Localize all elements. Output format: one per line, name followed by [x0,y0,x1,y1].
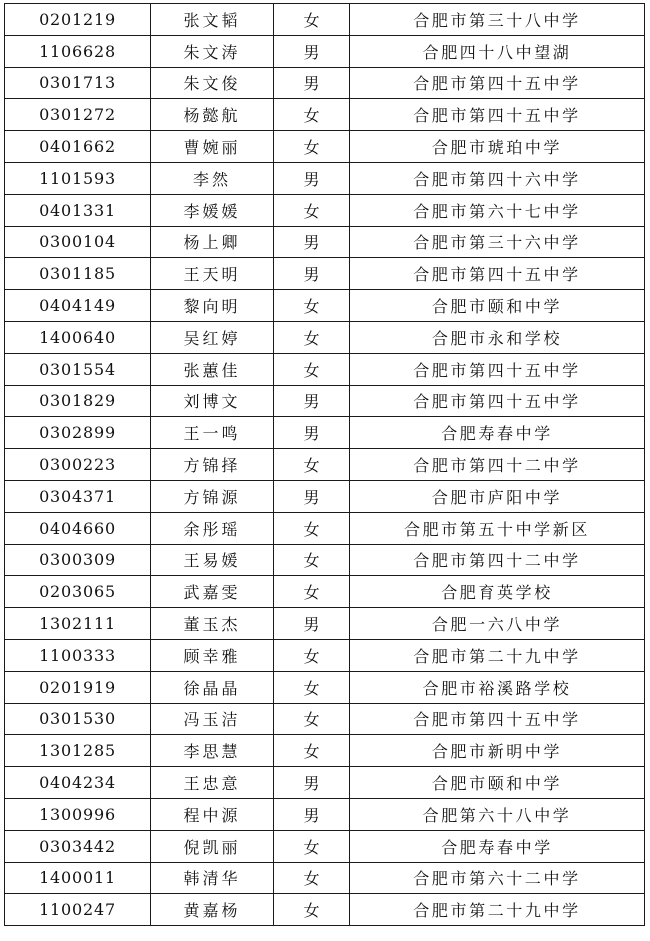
student-school-cell: 合肥市第四十五中学 [350,99,645,131]
student-school-cell: 合肥一六八中学 [350,608,645,640]
student-id-cell: 1400011 [5,862,151,894]
student-name-cell: 冯玉洁 [151,703,274,735]
student-gender-cell: 男 [274,258,350,290]
student-gender-cell: 女 [274,194,350,226]
student-id-cell: 1400640 [5,321,151,353]
student-gender-cell: 女 [274,639,350,671]
student-gender-cell: 男 [274,385,350,417]
student-school-cell: 合肥市第三十六中学 [350,226,645,258]
table-row [5,4,645,36]
student-name-cell: 黎向明 [151,290,274,322]
student-id-cell: 0301185 [5,258,151,290]
table-row [5,449,645,481]
table-row [5,480,645,512]
table-row [5,290,645,322]
student-id-cell: 0301530 [5,703,151,735]
student-school-cell: 合肥第六十八中学 [350,798,645,830]
student-school-cell: 合肥市第六十二中学 [350,862,645,894]
table-row [5,608,645,640]
student-name-cell: 王一鸣 [151,417,274,449]
student-id-cell: 0203065 [5,576,151,608]
student-gender-cell: 女 [274,512,350,544]
student-school-cell: 合肥市颐和中学 [350,767,645,799]
table-row [5,99,645,131]
student-gender-cell: 男 [274,35,350,67]
student-id-cell: 0401331 [5,194,151,226]
student-id-cell: 0301554 [5,353,151,385]
table-row [5,544,645,576]
student-school-cell: 合肥市第二十九中学 [350,894,645,926]
student-name-cell: 王易媛 [151,544,274,576]
student-id-cell: 1100247 [5,894,151,926]
table-row [5,512,645,544]
student-id-cell: 0404234 [5,767,151,799]
table-row [5,703,645,735]
table-row [5,798,645,830]
table-row [5,353,645,385]
student-school-cell: 合肥寿春中学 [350,830,645,862]
student-name-cell: 黄嘉杨 [151,894,274,926]
student-id-cell: 1100333 [5,639,151,671]
student-id-cell: 0301829 [5,385,151,417]
student-school-cell: 合肥市第三十八中学 [350,4,645,36]
student-school-cell: 合肥市永和学校 [350,321,645,353]
student-id-cell: 0300223 [5,449,151,481]
student-gender-cell: 男 [274,767,350,799]
student-id-cell: 0303442 [5,830,151,862]
student-school-cell: 合肥四十八中望湖 [350,35,645,67]
student-name-cell: 刘博文 [151,385,274,417]
student-school-cell: 合肥市琥珀中学 [350,131,645,163]
table-row [5,417,645,449]
student-name-cell: 王忠意 [151,767,274,799]
student-name-cell: 李思慧 [151,735,274,767]
student-id-cell: 0302899 [5,417,151,449]
student-name-cell: 顾幸雅 [151,639,274,671]
student-name-cell: 杨上卿 [151,226,274,258]
student-gender-cell: 女 [274,99,350,131]
student-school-cell: 合肥市第四十二中学 [350,449,645,481]
student-gender-cell: 男 [274,798,350,830]
student-gender-cell: 女 [274,576,350,608]
student-school-cell: 合肥市庐阳中学 [350,480,645,512]
student-gender-cell: 女 [274,131,350,163]
student-id-cell: 0404660 [5,512,151,544]
student-id-cell: 1101593 [5,162,151,194]
student-id-cell: 0301272 [5,99,151,131]
table-row [5,131,645,163]
student-school-cell: 合肥市裕溪路学校 [350,671,645,703]
student-school-cell: 合肥市颐和中学 [350,290,645,322]
student-school-cell: 合肥市第四十五中学 [350,385,645,417]
student-gender-cell: 女 [274,894,350,926]
table-row [5,830,645,862]
student-name-cell: 倪凯丽 [151,830,274,862]
table-row [5,226,645,258]
student-gender-cell: 女 [274,830,350,862]
roster-body [5,4,645,926]
student-gender-cell: 男 [274,162,350,194]
student-id-cell: 1301285 [5,735,151,767]
table-row [5,894,645,926]
student-name-cell: 张蕙佳 [151,353,274,385]
student-school-cell: 合肥市第六十七中学 [350,194,645,226]
student-school-cell: 合肥市第四十五中学 [350,353,645,385]
student-id-cell: 0401662 [5,131,151,163]
student-gender-cell: 女 [274,4,350,36]
table-row [5,258,645,290]
table-row [5,767,645,799]
student-id-cell: 0201219 [5,4,151,36]
student-name-cell: 王天明 [151,258,274,290]
student-school-cell: 合肥寿春中学 [350,417,645,449]
student-name-cell: 余彤瑶 [151,512,274,544]
student-name-cell: 徐晶晶 [151,671,274,703]
table-row [5,67,645,99]
student-name-cell: 武嘉雯 [151,576,274,608]
student-school-cell: 合肥市第四十六中学 [350,162,645,194]
table-row [5,321,645,353]
student-school-cell: 合肥市第四十五中学 [350,67,645,99]
student-name-cell: 董玉杰 [151,608,274,640]
student-gender-cell: 男 [274,417,350,449]
student-id-cell: 0300104 [5,226,151,258]
student-name-cell: 程中源 [151,798,274,830]
student-school-cell: 合肥市第四十五中学 [350,258,645,290]
table-row [5,862,645,894]
table-row [5,671,645,703]
student-gender-cell: 女 [274,862,350,894]
student-gender-cell: 女 [274,544,350,576]
student-school-cell: 合肥市第四十五中学 [350,703,645,735]
table-row [5,35,645,67]
student-school-cell: 合肥市新明中学 [350,735,645,767]
table-row [5,735,645,767]
student-id-cell: 0404149 [5,290,151,322]
student-id-cell: 0300309 [5,544,151,576]
student-name-cell: 杨懿航 [151,99,274,131]
table-row [5,162,645,194]
student-id-cell: 0301713 [5,67,151,99]
table-row [5,194,645,226]
student-school-cell: 合肥市第二十九中学 [350,639,645,671]
student-gender-cell: 女 [274,449,350,481]
student-id-cell: 1302111 [5,608,151,640]
student-gender-cell: 女 [274,735,350,767]
student-name-cell: 张文韬 [151,4,274,36]
student-name-cell: 李然 [151,162,274,194]
table-row [5,639,645,671]
student-name-cell: 方锦源 [151,480,274,512]
student-name-cell: 吴红婷 [151,321,274,353]
student-gender-cell: 女 [274,671,350,703]
student-id-cell: 0201919 [5,671,151,703]
student-name-cell: 方锦择 [151,449,274,481]
student-gender-cell: 女 [274,290,350,322]
student-roster-table [4,3,645,926]
student-name-cell: 朱文俊 [151,67,274,99]
student-gender-cell: 女 [274,703,350,735]
student-school-cell: 合肥育英学校 [350,576,645,608]
student-id-cell: 1300996 [5,798,151,830]
student-school-cell: 合肥市第五十中学新区 [350,512,645,544]
student-gender-cell: 男 [274,608,350,640]
student-name-cell: 朱文涛 [151,35,274,67]
student-gender-cell: 男 [274,226,350,258]
student-name-cell: 李媛媛 [151,194,274,226]
student-id-cell: 0304371 [5,480,151,512]
student-name-cell: 曹婉丽 [151,131,274,163]
student-gender-cell: 女 [274,353,350,385]
table-row [5,576,645,608]
student-gender-cell: 男 [274,67,350,99]
student-id-cell: 1106628 [5,35,151,67]
student-gender-cell: 男 [274,480,350,512]
student-school-cell: 合肥市第四十二中学 [350,544,645,576]
student-gender-cell: 女 [274,321,350,353]
student-name-cell: 韩清华 [151,862,274,894]
table-row [5,385,645,417]
